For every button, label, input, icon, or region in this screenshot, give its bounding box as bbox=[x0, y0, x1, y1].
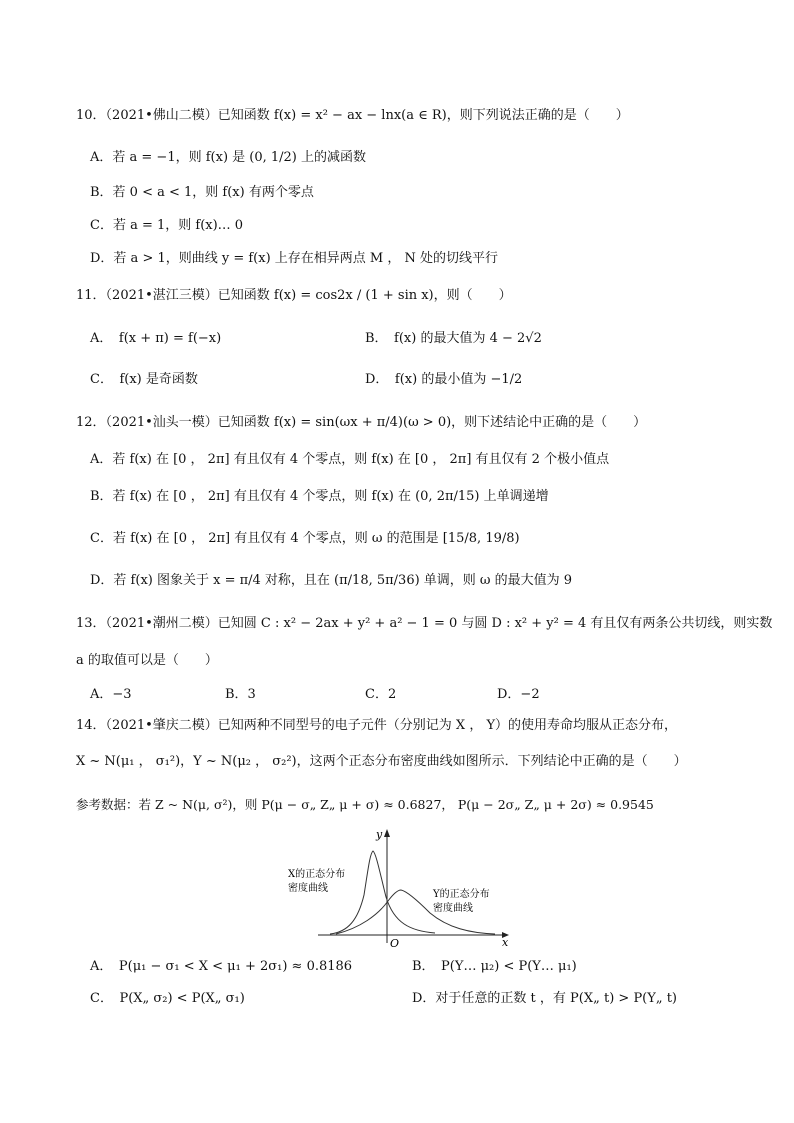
axis-y-label: y bbox=[376, 828, 383, 841]
q14-option-c: C． P(X„ σ₂) < P(X„ σ₁) bbox=[90, 991, 245, 1006]
q11-option-b: B． f(x) 的最大值为 4 − 2√2 bbox=[365, 331, 542, 346]
q14-option-a: A． P(μ₁ − σ₁ < X < μ₁ + 2σ₁) ≈ 0.8186 bbox=[90, 959, 353, 974]
q13-option-c: C．2 bbox=[365, 687, 397, 702]
q11-option-d: D． f(x) 的最小值为 −1/2 bbox=[365, 372, 523, 387]
q14-stem-line1: 14．（2021•肇庆二模）已知两种不同型号的电子元件（分别记为 X ， Y）的使用寿命均服从正态分布， bbox=[76, 718, 678, 733]
q12-option-c: C．若 f(x) 在 [0 ， 2π] 有且仅有 4 个零点，则 ω 的范围是 [15/8, 19/8) bbox=[90, 531, 520, 546]
q13-option-a: A．−3 bbox=[90, 687, 132, 702]
q10-option-c: C．若 a = 1，则 f(x)… 0 bbox=[90, 218, 244, 233]
q13-stem-line1: 13．（2021•潮州二模）已知圆 C : x² − 2ax + y² + a² − 1 = 0 与圆 D : x² + y² = 4 有且仅有两条公共切线，则实数 bbox=[76, 616, 773, 631]
y-curve-label-line1: Y的正态分布 bbox=[433, 889, 490, 900]
q11-option-c: C． f(x) 是奇函数 bbox=[90, 372, 198, 387]
x-curve-label-line2: 密度曲线 bbox=[288, 883, 328, 894]
x-density-curve bbox=[330, 851, 435, 934]
q14-option-d: D．对于任意的正数 t ，有 P(X„ t) > P(Y„ t) bbox=[412, 991, 678, 1006]
origin-label: O bbox=[390, 937, 400, 950]
normal-distribution-figure bbox=[270, 825, 520, 950]
q10-stem: 10．（2021•佛山二模）已知函数 f(x) = x² − ax − lnx(a ∈ R)，则下列说法正确的是（ ） bbox=[76, 108, 629, 123]
q12-option-d: D．若 f(x) 图象关于 x = π/4 对称，且在 (π/18, 5π/36) 单调，则 ω 的最大值为 9 bbox=[90, 573, 573, 588]
q14-reference-data: 参考数据：若 Z ~ N(μ, σ²)，则 P(μ − σ„ Z„ μ + σ) ≈ 0.6827， P(μ − 2σ„ Z„ μ + 2σ) ≈ 0.9545 bbox=[76, 797, 654, 812]
q10-option-d: D．若 a > 1，则曲线 y = f(x) 上存在相异两点 M ， N 处的切线平行 bbox=[90, 251, 499, 266]
q14-stem-line2: X ~ N(μ₁ ， σ₁²)，Y ~ N(μ₂ ， σ₂²)，这两个正态分布密度曲线如图所示．下列结论中正确的是（ ） bbox=[76, 754, 687, 769]
q11-option-a: A． f(x + π) = f(−x) bbox=[90, 331, 222, 346]
q13-stem-line2: a 的取值可以是（ ） bbox=[76, 653, 218, 668]
q10-option-b: B．若 0 < a < 1，则 f(x) 有两个零点 bbox=[90, 185, 314, 200]
q13-option-b: B．3 bbox=[225, 687, 256, 702]
q12-option-a: A．若 f(x) 在 [0 ， 2π] 有且仅有 4 个零点，则 f(x) 在 [0 ， 2π] 有且仅有 2 个极小值点 bbox=[90, 452, 610, 467]
q13-option-d: D．−2 bbox=[497, 687, 540, 702]
x-curve-label-line1: X的正态分布 bbox=[288, 869, 346, 880]
axis-x-label: x bbox=[502, 936, 509, 949]
q11-stem: 11．（2021•湛江三模）已知函数 f(x) = cos2x / (1 + sin x)，则（ ） bbox=[76, 288, 512, 303]
q12-stem: 12．（2021•汕头一模）已知函数 f(x) = sin(ωx + π/4)(ω > 0)，则下述结论中正确的是（ ） bbox=[76, 415, 647, 430]
figure-y-arrow bbox=[384, 829, 390, 837]
q10-option-a: A．若 a = −1，则 f(x) 是 (0, 1/2) 上的减函数 bbox=[90, 150, 367, 165]
q14-option-b: B． P(Y… μ₂) < P(Y… μ₁) bbox=[412, 959, 577, 974]
q12-option-b: B．若 f(x) 在 [0 ， 2π] 有且仅有 4 个零点，则 f(x) 在 (0, 2π/15) 上单调递增 bbox=[90, 489, 549, 504]
y-curve-label-line2: 密度曲线 bbox=[433, 903, 473, 914]
